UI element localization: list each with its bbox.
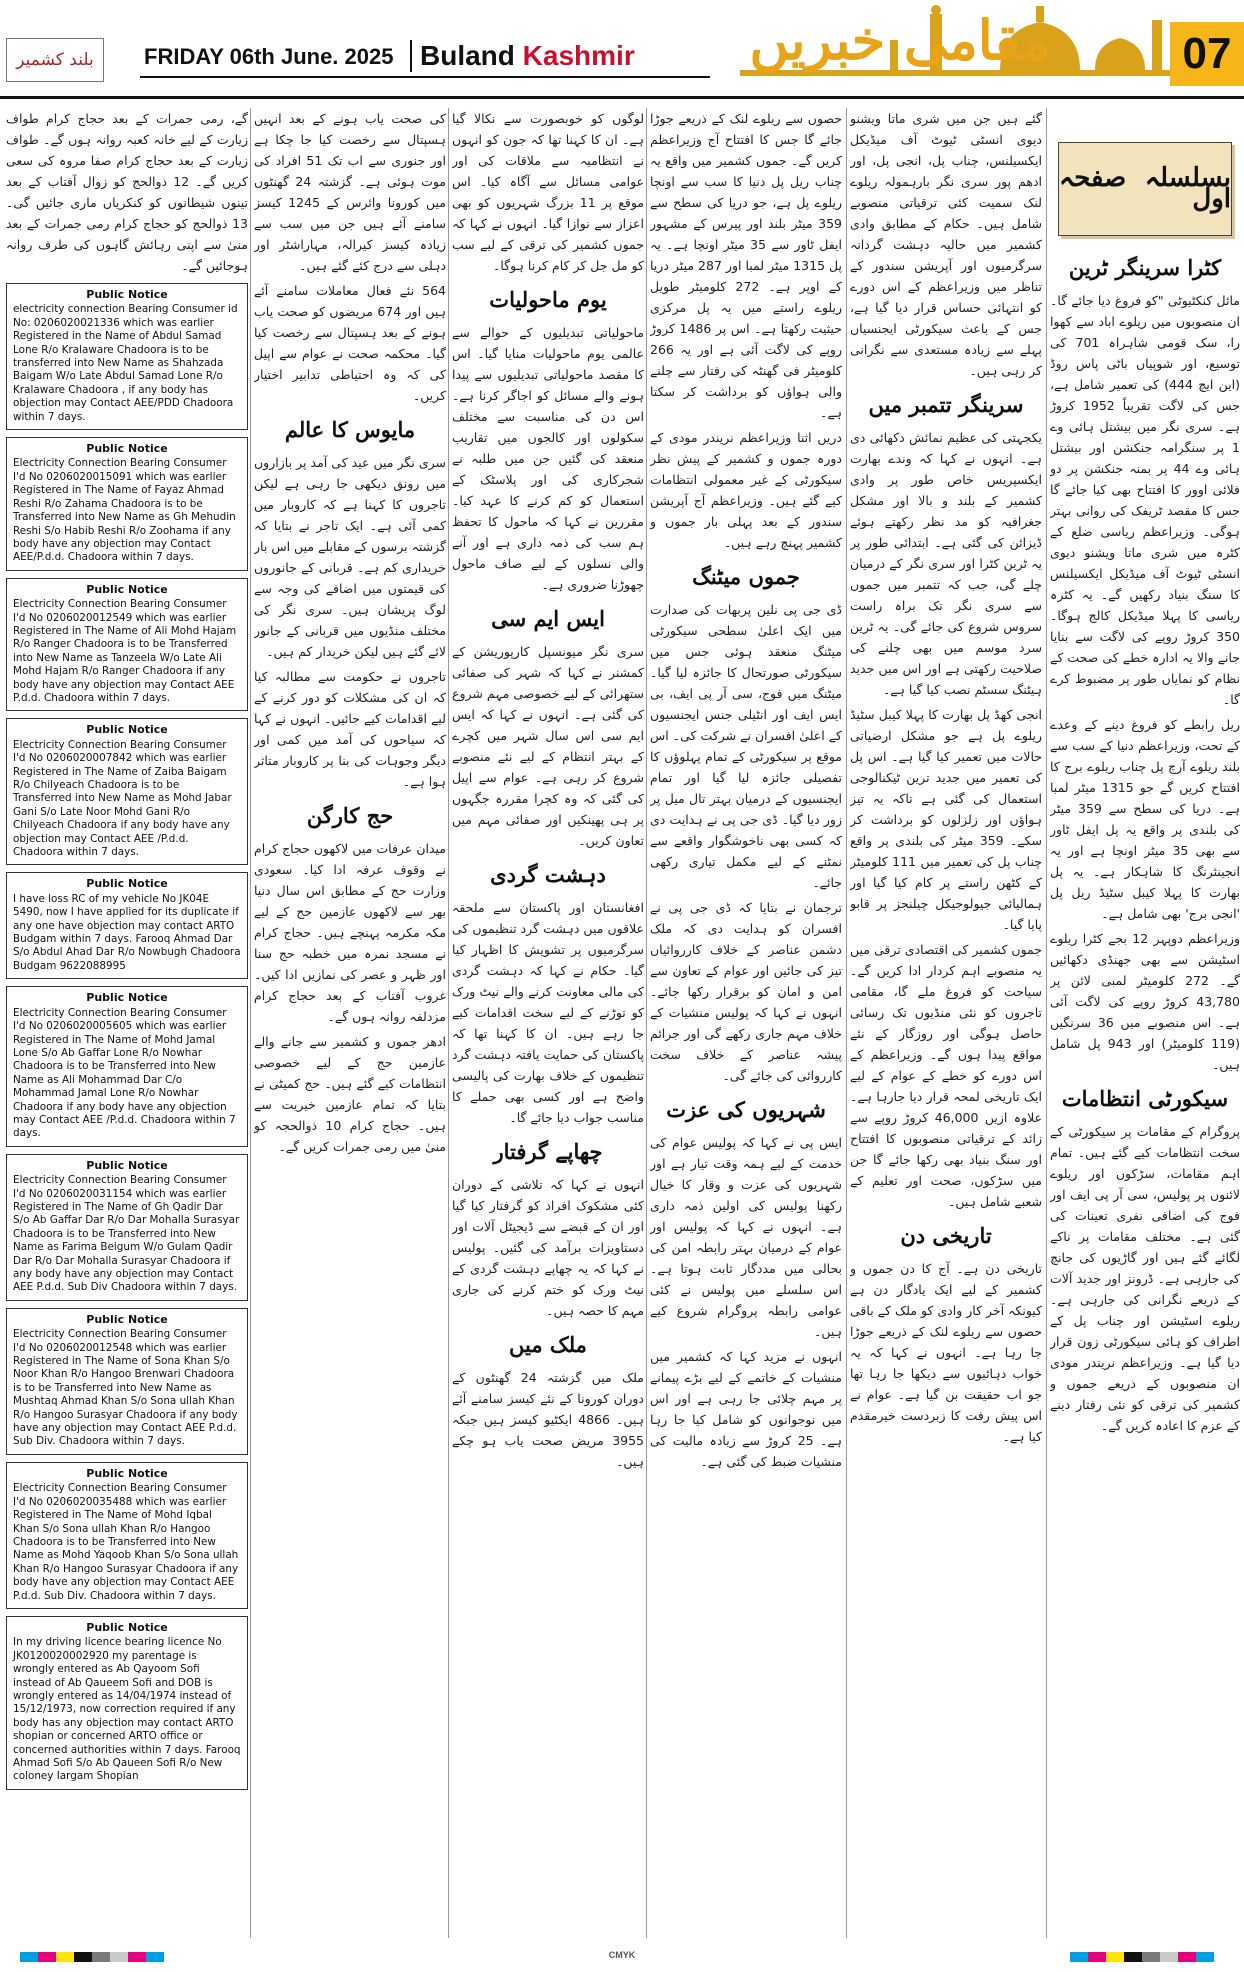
headline-security-arrangements: سیکورٹی انتظامات [1061, 1086, 1229, 1111]
color-swatch [146, 1952, 164, 1962]
article-paragraph: یکجہتی کی عظیم نمائش دکھائی دی ہے۔ انہوں نے کہا کہ وندے بھارت ایکسپریس خاص طور پر وادی کشمیر کے بلند و بالا اور مشکل جغرافیہ کو مد نظر رکھتے ہوئے ڈیزائن کی گئی ہے۔ ابتدائی طور پر یہ ٹرین کٹرا اور سری نگر کے درمیان چلے گی، جب کہ تتمبر میں جموں سے سری نگر تک براہ راست سروس شروع کی جائے گی۔ یہ ٹرین سرد موسم میں بھی چلنے کی صلاحیت رکھتی ہے اور اس میں جدید ہیٹنگ سسٹم نصب کیا گیا ہے۔ [850, 430, 1042, 697]
article-paragraph: حصوں سے ریلوے لنک کے ذریعے جوڑا جائے گا جس کا افتتاح آج وزیراعظم کریں گے۔ جموں کشمیر میں واقع یہ چناب ریل پل دنیا کا سب سے اونچا ریلوے پل ہے، جو دریا کی سطح سے 359 میٹر بلند اور پیرس کے مشہور ایفل ٹاور سے 35 میٹر اونچا ہے۔ یہ پل 1315 میٹر لمبا اور 287 میٹر دریا کے اوپر ہے۔ 272 کلومیٹر طویل ریلوے راستے میں یہ پل مرکزی حیثیت رکھتا ہے۔ اس پر 1486 کروڑ روپے کی لاگت آئی ہے اور یہ 266 کلومیٹر فی گھنٹہ کی رفتار سے چلنے والی ہواؤں کو برداشت کر سکتا ہے۔ [650, 111, 842, 420]
column-4 [452, 108, 644, 1938]
headline-terrorism: دہشت گردی [490, 862, 606, 887]
article-paragraph: ماحولیاتی تبدیلیوں کے حوالے سے عالمی یوم ماحولیات منایا گیا۔ اس کا مقصد ماحولیاتی تبدیلیوں سے پیدا ہونے والے مسائل کو اجاگر کرنا ہے۔ اس دن کی مناسبت سے مختلف سکولوں اور کالجوں میں تقاریب منعقد کی گئیں جن میں طلبہ نے شجرکاری کی اور پلاسٹک کے استعمال کو کم کرنے کا عہد کیا۔ مقررین نے کہا کہ ماحول کا تحفظ ہم سب کی ذمہ داری ہے اور آنے والی نسلوں کے لیے صاف ماحول چھوڑنا ضروری ہے۔ [452, 325, 644, 592]
article-paragraph: ریل رابطے کو فروغ دینے کے وعدے کے تحت، وزیراعظم دنیا کے سب سے بلند ریلوے آرچ پل چناب ریلوے برج کا افتتاح کریں گے جو 1315 میٹر لمبا ہے۔ دریا کی سطح سے 359 میٹر کی بلندی پر واقع یہ پل ایفل ٹاور سے بھی 35 میٹر اونچا ہے اور یہ انجینئرنگ کا شاہکار ہے۔ یہ پل بھارت کا پہلا کیبل سٹیڈ ریل پل 'انجی برج' بھی شامل ہے۔ [1050, 717, 1240, 921]
page-number: 07 [1170, 22, 1244, 86]
issue-day: FRIDAY [144, 44, 224, 69]
article-paragraph: انہوں نے کہا کہ تلاشی کے دوران کئی مشکوک افراد کو گرفتار کیا گیا اور ان کے قبضے سے ڈیجیٹل آلات اور دستاویزات برآمد کی گئیں۔ پولیس نے کہا کہ یہ چھاپے دہشت گردی کے نیٹ ورک کو ختم کرنے کی جاری مہم کا حصہ ہیں۔ [452, 1177, 644, 1318]
column-divider [448, 108, 449, 1938]
headline-citizens-respect: شہریوں کی عزت [666, 1097, 826, 1122]
headline-raids-arrests: چھاپے گرفتار [493, 1139, 603, 1164]
section-title: مقامی خبریں [749, 8, 1051, 72]
headline-smc: ایس ایم سی [491, 606, 605, 631]
article-paragraph: 564 نئے فعال معاملات سامنے آئے ہیں اور 674 مریضوں کو صحت یاب ہونے کے بعد ہسپتال سے رخصت کیا گیا۔ محکمہ صحت نے عوام سے اپیل کی کہ وہ احتیاطی تدابیر اختیار کریں۔ [254, 283, 446, 403]
front-page-continuation-banner: بسلسلہ صفحہ اول [1058, 142, 1232, 236]
column-5 [254, 108, 446, 1938]
column-2 [850, 108, 1042, 1938]
headline-katra-srinagar-train: کٹرا سرینگر ٹرین [1068, 255, 1222, 280]
notice-title: Public Notice [86, 288, 168, 301]
column-6-notices [6, 108, 248, 1938]
newspaper-logo: بلند کشمیر [6, 38, 104, 82]
article-paragraph: ڈی جی پی نلین پربھات کی صدارت میں ایک اعلیٰ سطحی سیکورٹی میٹنگ منعقد ہوئی جس میں سیکورٹی صورتحال کا جائزہ لیا گیا۔ میٹنگ میں فوج، سی آر پی ایف، بی ایس ایف اور انٹیلی جنس ایجنسیوں کے اعلیٰ افسران نے شرکت کی۔ اس موقع پر سیکورٹی کے تمام پہلوؤں کا تفصیلی جائزہ لیا گیا اور تمام ایجنسیوں کے درمیان بہتر تال میل پر زور دیا گیا۔ ڈی جی پی نے ہدایت دی کہ کسی بھی ناخوشگوار واقعے سے نمٹنے کے لیے مکمل تیاری رکھی جائے۔ [650, 602, 842, 890]
notice-title: Public Notice [86, 442, 168, 456]
color-registration-bar-left [20, 1952, 164, 1962]
article-paragraph: مائل کنکٹیوٹی "کو فروغ دیا جائے گا۔ ان منصوبوں میں ریلوے اباد سے کھوا را، سک قومی شاہراہ 701 کی توسیع، اور شوپیاں باٹی پاس روڈ (این ایچ 444) کی تعمیر شامل ہے، جس کی لاگت تقریباً 1952 کروڑ ہے۔ سری نگر میں بیشتل ہائی وے 1 پر سنگرامہ جنکشن اور بیشتل ہائی وے 44 پر بمنہ جنکشن پر دو فلائی اوور کا افتتاح بھی کیا جائے گا جس کا مقصد ٹریفک کی روانی بہتر ہوگی۔ وزیراعظم ریاسی ضلع کے کٹرہ میں شری ماتا ویشنو دیوی انسٹی ٹیوٹ آف میڈیکل ایکسیلنس کا سنگ بنیاد رکھیں گے۔ یہ کٹرہ ریاسی کا پہلا میڈیکل کالج ہوگا۔ 350 کروڑ روپے کی لاگت سے بنایا جانے والا یہ ادارہ خطے کی صحت کے نظام کو نمایاں طور پر مضبوط کرے گا۔ [1050, 293, 1240, 707]
public-notice [6, 578, 248, 712]
article-paragraph: ایس پی نے کہا کہ پولیس عوام کی خدمت کے لیے ہمہ وقت تیار ہے اور شہریوں کی عزت و وقار کا خیال رکھنا پولیس کی اولین ذمہ داری ہے۔ انہوں نے کہا کہ پولیس اور عوام کے درمیان بہتر رابطہ امن کی بحالی میں مددگار ثابت ہوتا ہے۔ اس سلسلے میں پولیس نے کئی عوامی رابطہ پروگرام شروع کیے ہیں۔ [650, 1135, 842, 1339]
color-registration-bar-right [1070, 1952, 1214, 1962]
article-paragraph: ترجمان نے بتایا کہ ڈی جی پی نے افسران کو ہدایت دی کہ ملک دشمن عناصر کے خلاف کارروائیاں تیز کی جائیں اور عوام کے تعاون سے امن و امان کو برقرار رکھا جائے۔ انہوں نے کہا کہ پولیس منشیات کے خلاف مہم جاری رکھے گی اور جرائم پیشہ عناصر کے خلاف سخت کارروائی کی جائے گی۔ [650, 900, 842, 1083]
article-paragraph: افغانستان اور پاکستان سے ملحقہ علاقوں میں دہشت گرد تنظیموں کی سرگرمیوں پر تشویش کا اظہار کیا گیا۔ حکام نے کہا کہ دہشت گردی کی مالی معاونت کرنے والے نیٹ ورک کو توڑنے کے لیے سخت اقدامات کیے جا رہے ہیں۔ ان کا کہنا تھا کہ پاکستان کی حمایت یافتہ دہشت گرد تنظیموں کے خلاف بھارت کی پالیسی واضح ہے اور کسی بھی حملے کا مناسب جواب دیا جائے گا۔ [452, 900, 644, 1125]
article-paragraph: پروگرام کے مقامات پر سیکورٹی کے سخت انتظامات کیے گئے ہیں۔ تمام اہم مقامات، سڑکوں اور ریلوے لائنوں پر پولیس، سی آر پی ایف اور فوج کی اضافی نفری تعینات کی گئی ہے۔ مختلف مقامات پر ناکے لگائے گئے ہیں اور گاڑیوں کی جانچ کی جارہی ہے۔ ڈرونز اور جدید آلات کے ذریعے نگرانی کی جارہی ہے۔ ریلوے اسٹیشن اور چناب پل کے اطراف کو ہائی سیکورٹی زون قرار دیا گیا ہے۔ وزیراعظم نریندر مودی ان منصوبوں کے ذریعے جموں و کشمیر کی ترقی کو نئی رفتار دینے کے عزم کا اعادہ کریں گے۔ [1050, 1124, 1240, 1433]
article-paragraph: گئے ہیں جن میں شری ماتا ویشنو دیوی انسٹی ٹیوٹ آف میڈیکل ایکسیلنس، چناب پل، انجی پل، اور ادھم پور سری نگر بارہمولہ ریلوے لنک سمیت کئی ترقیاتی منصوبے شامل ہیں۔ حکام کے مطابق وادی کشمیر میں حالیہ دہشت گردانہ سرگرمیوں اور آپریشن سندور کے تناظر میں وزیراعظم کے اس دورے کو انتہائی حساس قرار دیا گیا ہے، جس کے باعث سیکورٹی ایجنسیاں پہلے سے زیادہ مستعدی سے نگرانی کر رہی ہیں۔ [850, 111, 1042, 378]
notice-body: Electricity Connection Bearing Consumer I'd No 0206020031154 which was earlier Registered in The Name of Gh Qadir Dar S/o Ab Gaffar Dar R/o Dar Mohalla Surasyar Chadoora is to be Transferred into New Name as Farima Beigum W/o Gulam Qadir Dar R/o Dar Mohalla Surasyar Chadoora if any body have any objection may Contact AEE P.d.d. Sub Div Chadoora within 7 days. [13, 1174, 240, 1294]
article-paragraph: انہوں نے مزید کہا کہ کشمیر میں منشیات کے خاتمے کے لیے بڑے پیمانے پر مہم چلائی جا رہی ہے اور اس میں نوجوانوں کو شامل کیا جا رہا ہے۔ 25 کروڑ سے زیادہ مالیت کی منشیات ضبط کی گئی ہے۔ [650, 1349, 842, 1469]
public-notice [6, 1462, 248, 1609]
public-notice [6, 718, 248, 865]
article-paragraph: تاجروں نے حکومت سے مطالبہ کیا کہ ان کی مشکلات کو دور کرنے کے لیے اقدامات کیے جائیں۔ انہوں نے کہا کہ سیاحوں کی آمد میں کمی اور دیگر وجوہات کی بنا پر کاروبار متاثر ہوا ہے۔ [254, 669, 446, 789]
color-swatch [1196, 1952, 1214, 1962]
color-swatch [1070, 1952, 1088, 1962]
public-notice [6, 1616, 248, 1790]
headline-srinagar-september: سرینگر تتمبر میں [868, 392, 1024, 417]
color-swatch [92, 1952, 110, 1962]
article-paragraph: گے، رمی جمرات کے بعد حجاج کرام طواف زیارت کے لیے خانہ کعبہ روانہ ہوں گے۔ طواف زیارت کے بعد حجاج کرام صفا مروہ کی سعی کریں گے۔ 12 ذوالحج کو زوال آفتاب کے بعد تینوں شیطانوں کو کنکریاں ماری جائیں گی۔ 13 ذوالحج کو حجاج کرام رمی جمرات کے بعد منیٰ سے اپنی رہائش گاہوں کی طرف روانہ ہوجائیں گے۔ [6, 111, 248, 273]
article-paragraph: ادھر جموں و کشمیر سے جانے والے عازمین حج کے لیے خصوصی انتظامات کیے گئے ہیں۔ حج کمیٹی نے بتایا کہ تمام عازمین خیریت سے ہیں۔ حجاج کرام 10 ذوالحجہ کو منیٰ میں رمی جمرات کریں گے۔ [254, 1034, 446, 1154]
notice-title: Public Notice [86, 991, 168, 1005]
newspaper-brand [420, 40, 635, 72]
article-paragraph: لوگوں کو خوبصورت سے نکالا گیا ہے۔ ان کا کہنا تھا کہ جون کو انہوں نے انتظامیہ سے ملاقات کی اور عوامی مسائل سے آگاہ کیا۔ اس موقع پر 11 بزرگ شہریوں کو بھی اعزاز سے نوازا گیا۔ انہوں نے کہا کہ جموں کشمیر کی ترقی کے لیے سب کو مل جل کر کام کرنا ہوگا۔ [452, 111, 644, 273]
notice-body: electricity connection Bearing Consumer id No: 0206020021336 which was earlier Registered in the Name of Abdul Samad Lone R/o Kralaware Chadoora is to be transferred into New Name as Shahzada Baigam W/o Late Abdul Samad Lone R/o Kralaware Chadoora , if any body has objection may Contact AEE/PDD Chadoora within 7 days. [13, 303, 238, 423]
headline-jammu-meeting: جموں میٹنگ [692, 564, 800, 589]
public-notice [6, 283, 248, 430]
column-divider [1046, 108, 1047, 1938]
article-paragraph: انجی کھڈ پل بھارت کا پہلا کیبل سٹیڈ ریلوے پل ہے جو مشکل ارضیاتی حالات میں تعمیر کیا گیا ہے۔ اس پل کی تعمیر میں جدید ترین ٹیکنالوجی استعمال کی گئی ہے تاکہ یہ تیز ہواؤں اور زلزلوں کو برداشت کر سکے۔ 359 میٹر کی بلندی پر واقع چناب پل کی تعمیر میں 111 کلومیٹر کے کٹھن راستے پر کام کیا گیا اور ہمالیائی جیولوجیکل چیلنجز پر قابو پایا گیا۔ [850, 707, 1042, 932]
headline-historic-day: تاریخی دن [900, 1223, 992, 1248]
notice-body: Electricity Connection Bearing Consumer I'd No 0206020005605 which was earlier Registered in The Name of Mohd Jamal Lone S/o Ab Gaffar Lone R/o Nowhar Chadoora is to be Transferred into New Name as Ali Mohammad Dar C/o Mohammad Jamal Lone R/o Nowhar Chadoora if any body have any objection may Contact AEE /P.d.d. Chadoora within 7 days. [13, 1006, 236, 1140]
headline-in-country: ملک میں [509, 1332, 587, 1357]
article-paragraph: سری نگر میونسپل کارپوریشن کے کمشنر نے کہا کہ شہر کی صفائی ستھرائی کے لیے خصوصی مہم شروع کی گئی ہے۔ انہوں نے کہا کہ ایس ایم سی اس سال شہر میں کچرے کے بہتر انتظام کے لیے نئے منصوبے شروع کر رہی ہے۔ عوام سے اپیل کی گئی کہ وہ کچرا مقررہ جگہوں پر ہی پھینکیں اور صفائی مہم میں تعاون کریں۔ [452, 644, 644, 848]
color-swatch [38, 1952, 56, 1962]
column-divider [250, 108, 251, 1938]
masthead-divider [410, 40, 412, 72]
public-notice [6, 1308, 248, 1455]
masthead [0, 0, 1244, 120]
brand-buland: Buland [420, 40, 523, 71]
notice-title: Public Notice [86, 1312, 168, 1326]
notice-body: Electricity Connection Bearing Consumer I'd No 0206020012548 which was earlier Registered in The Name of Sona Khan S/o Noor Khan R/o Hangoo Brenwari Chadoora is to be Transferred into New Name as Mushtaq Ahmad Khan S/o Sona ullah Khan R/o Hangoo Surasyar Chadoora if any body have any objection may Contact AEE P.d.d. Sub Div. Chadoora within 7 days. [13, 1328, 238, 1448]
headline-hajj-rituals: حج کارگن [306, 803, 394, 828]
public-notice [6, 986, 248, 1146]
column-divider [646, 108, 647, 1938]
masthead-rule [0, 96, 1244, 99]
article-paragraph: جموں کشمیر کی اقتصادی ترقی میں یہ منصوبے اہم کردار ادا کریں گے۔ سیاحت کو فروغ ملے گا، مقامی تاجروں کو نئی منڈیوں تک رسائی حاصل ہوگی اور روزگار کے نئے مواقع پیدا ہوں گے۔ وزیراعظم کے اس دورے کو خطے کے عوام کے لیے ایک تاریخی لمحہ قرار دیا جارہا ہے۔ علاوہ ازیں 46,000 کروڑ روپے سے زائد کے ترقیاتی منصوبوں کا افتتاح اور سنگ بنیاد بھی رکھا جائے گا جن میں سڑکوں، صحت اور تعلیم کے شعبے شامل ہیں۔ [850, 942, 1042, 1209]
masthead-underline [140, 76, 710, 78]
column-divider [846, 108, 847, 1938]
notice-body: Electricity Connection Bearing Consumer I'd No 0206020012549 which was earlier Registered in The Name of Ali Mohd Hajam R/o Ranger Chadoora is to be Transferred into New Name as Tanzeela W/o Late Ali Mohd Hajam R/o Ranger Chadoora if any body have any objection may Contact AEE P.d.d. Chadoora within 7 days. [13, 598, 237, 704]
notice-title: Public Notice [86, 877, 168, 891]
article-paragraph: کی صحت یاب ہونے کے بعد انہیں ہسپتال سے رخصت کیا جا چکا ہے اور جنوری سے اب تک 51 افراد کی موت ہوئی ہے۔ گزشتہ 24 گھنٹوں میں کورونا وائرس کے 1245 کیسز سامنے آئے ہیں جن میں سب سے زیادہ کیسز کیرالہ، مہاراشٹر اور دہلی سے درج کئے گئے ہیں۔ [254, 111, 446, 273]
color-swatch [20, 1952, 38, 1962]
notice-body: I have loss RC of my vehicle No JK04E 5490, now I have applied for its duplicate if any one have objection may contact ARTO Budgam within 7 days. Farooq Ahmad Dar S/o Abdul Ahad Dar R/o Nowbugh Chadoora Budgam 9622088995 [13, 892, 241, 972]
article-paragraph: تاریخی دن ہے۔ آج کا دن جموں و کشمیر کے لیے ایک یادگار دن ہے کیونکہ آخر کار وادی کو ملک کے باقی حصوں سے ریلوے لنک کے ذریعے جوڑا جا رہا ہے۔ انہوں نے کہا کہ یہ خواب دہائیوں سے دیکھا جا رہا تھا جو اب حقیقت بن گیا ہے۔ عوام نے اس پیش رفت کا زبردست خیرمقدم کیا ہے۔ [850, 1261, 1042, 1444]
public-notice [6, 437, 248, 571]
notice-title: Public Notice [86, 723, 168, 737]
issue-date-line [144, 44, 393, 70]
notice-body: Electricity Connection Bearing Consumer I'd No 0206020035488 which was earlier Registered in The Name of Mohd Iqbal Khan S/o Sona ullah Khan R/o Hangoo Chadoora is to be Transferred into New Name as Mohd Yaqoob Khan S/o Sona ullah Khan R/o Hangoo Surasyar Chadoora if any body have any objection may Contact AEE P.d.d. Sub Div. Chadoora within 7 days. [13, 1482, 239, 1602]
article-paragraph: ملک میں گزشتہ 24 گھنٹوں کے دوران کورونا کے نئے کیسز سامنے آئے ہیں۔ 4866 ایکٹیو کیسز ہیں جبکہ 3955 مریض صحت یاب ہو چکے ہیں۔ [452, 1370, 644, 1469]
color-swatch [1088, 1952, 1106, 1962]
article-paragraph: میدان عرفات میں لاکھوں حجاج کرام نے وقوف عرفہ ادا کیا۔ سعودی وزارت حج کے مطابق اس سال دنیا بھر سے لاکھوں عازمین حج کے لیے مکہ مکرمہ پہنچے ہیں۔ حجاج کرام نے مسجد نمرہ میں خطبہ حج سنا اور ظہر و عصر کی نمازیں ادا کیں۔ غروب آفتاب کے بعد حجاج کرام مزدلفہ روانہ ہوں گے۔ [254, 841, 446, 1024]
notice-body: Electricity Connection Bearing Consumer I'd No 0206020015091 which was earlier Registered in The Name of Fayaz Ahmad Reshi R/o Zahama Chadoora is to be Transferred into New Name as Gh Mehudin Reshi S/o Habib Reshi R/o Zoohama if any body have any objection may Contact AEE/P.d.d. Chadoora within 7 days. [13, 457, 236, 564]
issue-date: 06th June. 2025 [229, 44, 394, 69]
column-3 [650, 108, 842, 1938]
color-swatch [1160, 1952, 1178, 1962]
article-paragraph: وزیراعظم دوپہر 12 بجے کٹرا ریلوے اسٹیشن سے بھی جھنڈی دکھائیں گے۔ 272 کلومیٹر لمبی لائن پر 43,780 کروڑ روپے کی لاگت آئی ہے۔ اس منصوبے میں 36 سرنگیں (119 کلومیٹر) اور 943 پل شامل ہیں۔ [1050, 931, 1240, 1072]
color-swatch [1178, 1952, 1196, 1962]
print-footer [0, 1946, 1244, 1972]
color-swatch [74, 1952, 92, 1962]
brand-kashmir: Kashmir [522, 40, 635, 71]
color-swatch [56, 1952, 74, 1962]
cmyk-label: CMYK [608, 1950, 636, 1960]
notice-body: In my driving licence bearing licence No JK0120020002920 my parentage is wrongly entered as Ab Qayoom Sofi instead of Ab Qaueem Sofi and DOB is wrongly entered as 14/04/1974 instead of 15/12/1973, now correction required if any body has any objection may contact ARTO shopian or concerned ARTO office or concerned authorities within 7 days. Farooq Ahmad Sofi S/o Ab Qaueen Sofi R/o New coloney Iargam Shopian [13, 1636, 241, 1783]
color-swatch [1106, 1952, 1124, 1962]
notice-title: Public Notice [86, 582, 168, 596]
notice-title: Public Notice [86, 1158, 168, 1172]
public-notice [6, 1154, 248, 1301]
headline-environment-day: یوم ماحولیات [489, 287, 607, 312]
color-swatch [1142, 1952, 1160, 1962]
column-1 [1050, 108, 1240, 1938]
notice-body: Electricity Connection Bearing Consumer I'd No 0206020007842 which was earlier Registered in The Name of Zaiba Baigam R/o Chilyeach Chadoora is to be Transferred into New Name as Mohd Jabar Gani S/o Late Noor Mohd Gani R/o Chilyeach Chadoora if any body have any objection may Contact AEE /P.d.d. Chadoora within 7 days. [13, 738, 232, 859]
notice-title: Public Notice [86, 1620, 168, 1634]
color-swatch [1124, 1952, 1142, 1962]
headline-state-of-despair: مایوس کا عالم [284, 417, 416, 442]
article-paragraph: دریں اثنا وزیراعظم نریندر مودی کے دورہ جموں و کشمیر کے پیش نظر سیکورٹی کے غیر معمولی انتظامات کیے گئے ہیں۔ وزیراعظم آج آپریشن سندور کے بعد پہلی بار جموں و کشمیر پہنچ رہے ہیں۔ [650, 430, 842, 550]
color-swatch [110, 1952, 128, 1962]
article-paragraph: سری نگر میں عید کی آمد پر بازاروں میں رونق دیکھی جا رہی ہے لیکن تاجروں کا کہنا ہے کہ کاروبار میں کمی آئی ہے۔ ایک تاجر نے بتایا کہ گزشتہ برسوں کے مقابلے میں اس بار خریداری کم ہے۔ قربانی کے جانوروں کی قیمتوں میں اضافے کی وجہ سے لوگ پریشان ہیں۔ سری نگر کی مختلف منڈیوں میں قربانی کے جانور لائے گئے ہیں لیکن خریدار کم ہیں۔ [254, 455, 446, 659]
notice-title: Public Notice [86, 1466, 168, 1480]
color-swatch [128, 1952, 146, 1962]
public-notice [6, 872, 248, 979]
